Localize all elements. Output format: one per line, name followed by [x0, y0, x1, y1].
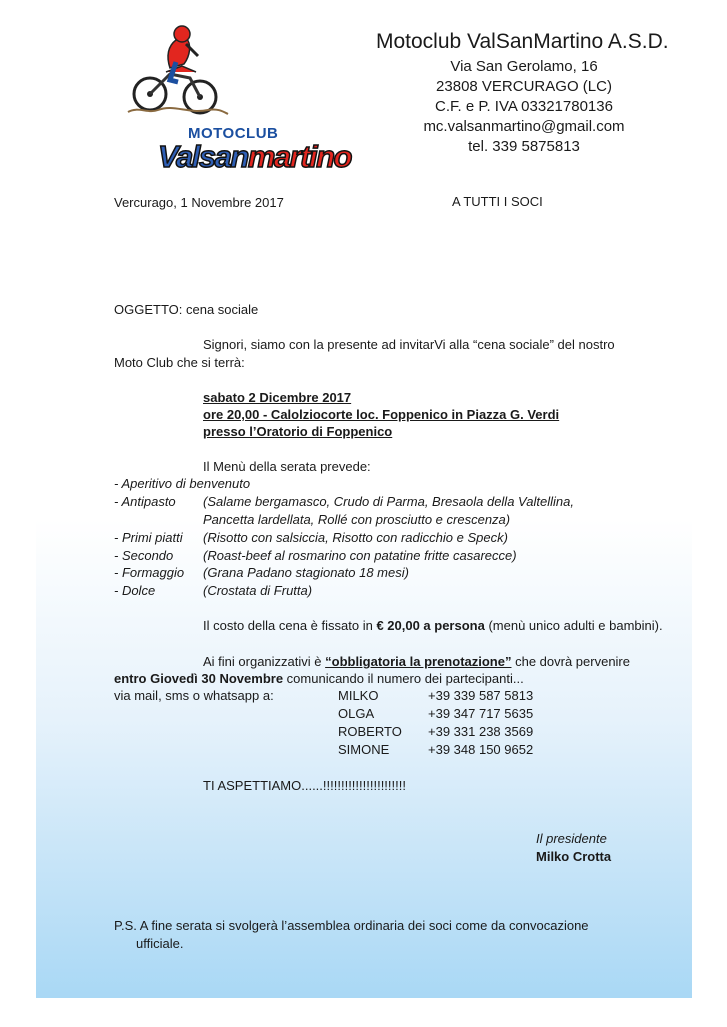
- booking-deadline: entro Giovedì 30 Novembre: [114, 671, 284, 686]
- logo-club-word: MOTOCLUB: [188, 125, 279, 142]
- booking-line: [203, 653, 630, 671]
- phone-line: tel. 339 5875813: [468, 138, 580, 155]
- org-name: Motoclub ValSanMartino A.S.D.: [376, 30, 669, 53]
- signature-role: Il presidente: [536, 831, 607, 846]
- logo-brand-text: [158, 139, 351, 175]
- intro-line: Signori, siamo con la presente ad invitarVi alla “cena sociale” del nostro: [203, 337, 615, 352]
- event-date: sabato 2 Dicembre 2017: [203, 390, 352, 405]
- menu-course: - Antipasto: [114, 494, 176, 509]
- menu-intro: Il Menù della serata prevede:: [203, 459, 371, 474]
- menu-course: - Formaggio: [114, 565, 185, 580]
- booking-via: via mail, sms o whatsapp a:: [114, 688, 274, 703]
- signature-name: Milko Crotta: [536, 849, 612, 864]
- menu-description: (Roast-beef al rosmarino con patatine fritte casarecce): [203, 548, 517, 563]
- contact-phone: +39 331 238 3569: [428, 724, 534, 739]
- contact-phone: +39 348 150 9652: [428, 742, 534, 757]
- menu-description: Pancetta lardellata, Rollé con prosciutto e crescenza): [203, 512, 511, 527]
- contact-name: SIMONE: [338, 742, 390, 757]
- booking-prefix: Ai fini organizzativi è: [203, 654, 326, 669]
- contact-name: MILKO: [338, 688, 379, 703]
- menu-description: (Crostata di Frutta): [203, 583, 313, 598]
- event-venue: presso l’Oratorio di Foppenico: [203, 424, 393, 439]
- date-line: Vercurago, 1 Novembre 2017: [114, 195, 284, 210]
- ps-line: P.S. A fine serata si svolgerà l’assemblea ordinaria dei soci come da convocazione: [114, 918, 589, 933]
- subject-line: OGGETTO: cena sociale: [114, 302, 259, 317]
- address-line: 23808 VERCURAGO (LC): [436, 78, 612, 95]
- logo-brand-red: martino: [247, 139, 351, 174]
- cost-suffix: (menù unico adulti e bambini).: [484, 618, 663, 633]
- contact-phone: +39 339 587 5813: [428, 688, 534, 703]
- cost-prefix: Il costo della cena è fissato in: [203, 618, 377, 633]
- recipient: A TUTTI I SOCI: [452, 194, 543, 209]
- logo-brand-blue: Valsan: [158, 139, 248, 174]
- menu-description: (Risotto con salsiccia, Risotto con radicchio e Speck): [203, 530, 508, 545]
- menu-course: - Secondo: [114, 548, 174, 563]
- menu-description: (Salame bergamasco, Crudo di Parma, Bresaola della Valtellina,: [203, 494, 574, 509]
- menu-description: (Grana Padano stagionato 18 mesi): [203, 565, 409, 580]
- tax-id-line: C.F. e P. IVA 03321780136: [435, 98, 613, 115]
- deadline-suffix: comunicando il numero dei partecipanti...: [283, 671, 524, 686]
- cost-line: [203, 617, 663, 635]
- intro-line: Moto Club che si terrà:: [114, 355, 245, 370]
- closing-line: TI ASPETTIAMO......!!!!!!!!!!!!!!!!!!!!!!!: [203, 778, 406, 793]
- ps-line: ufficiale.: [136, 936, 184, 951]
- menu-course: - Aperitivo di benvenuto: [114, 476, 251, 491]
- cost-amount: € 20,00 a persona: [376, 618, 485, 633]
- menu-course: - Dolce: [114, 583, 156, 598]
- event-time-place: ore 20,00 - Calolziocorte loc. Foppenico in Piazza G. Verdi: [203, 407, 560, 422]
- contact-name: OLGA: [338, 706, 375, 721]
- booking-suffix: che dovrà pervenire: [511, 654, 630, 669]
- motoclub-logo: [78, 22, 351, 174]
- booking-mandatory: “obbligatoria la prenotazione”: [325, 654, 512, 669]
- deadline-line: [114, 670, 524, 688]
- email-line: mc.valsanmartino@gmail.com: [423, 118, 625, 135]
- contact-name: ROBERTO: [338, 724, 402, 739]
- menu-course: - Primi piatti: [114, 530, 183, 545]
- contact-phone: +39 347 717 5635: [428, 706, 534, 721]
- address-line: Via San Gerolamo, 16: [450, 58, 598, 75]
